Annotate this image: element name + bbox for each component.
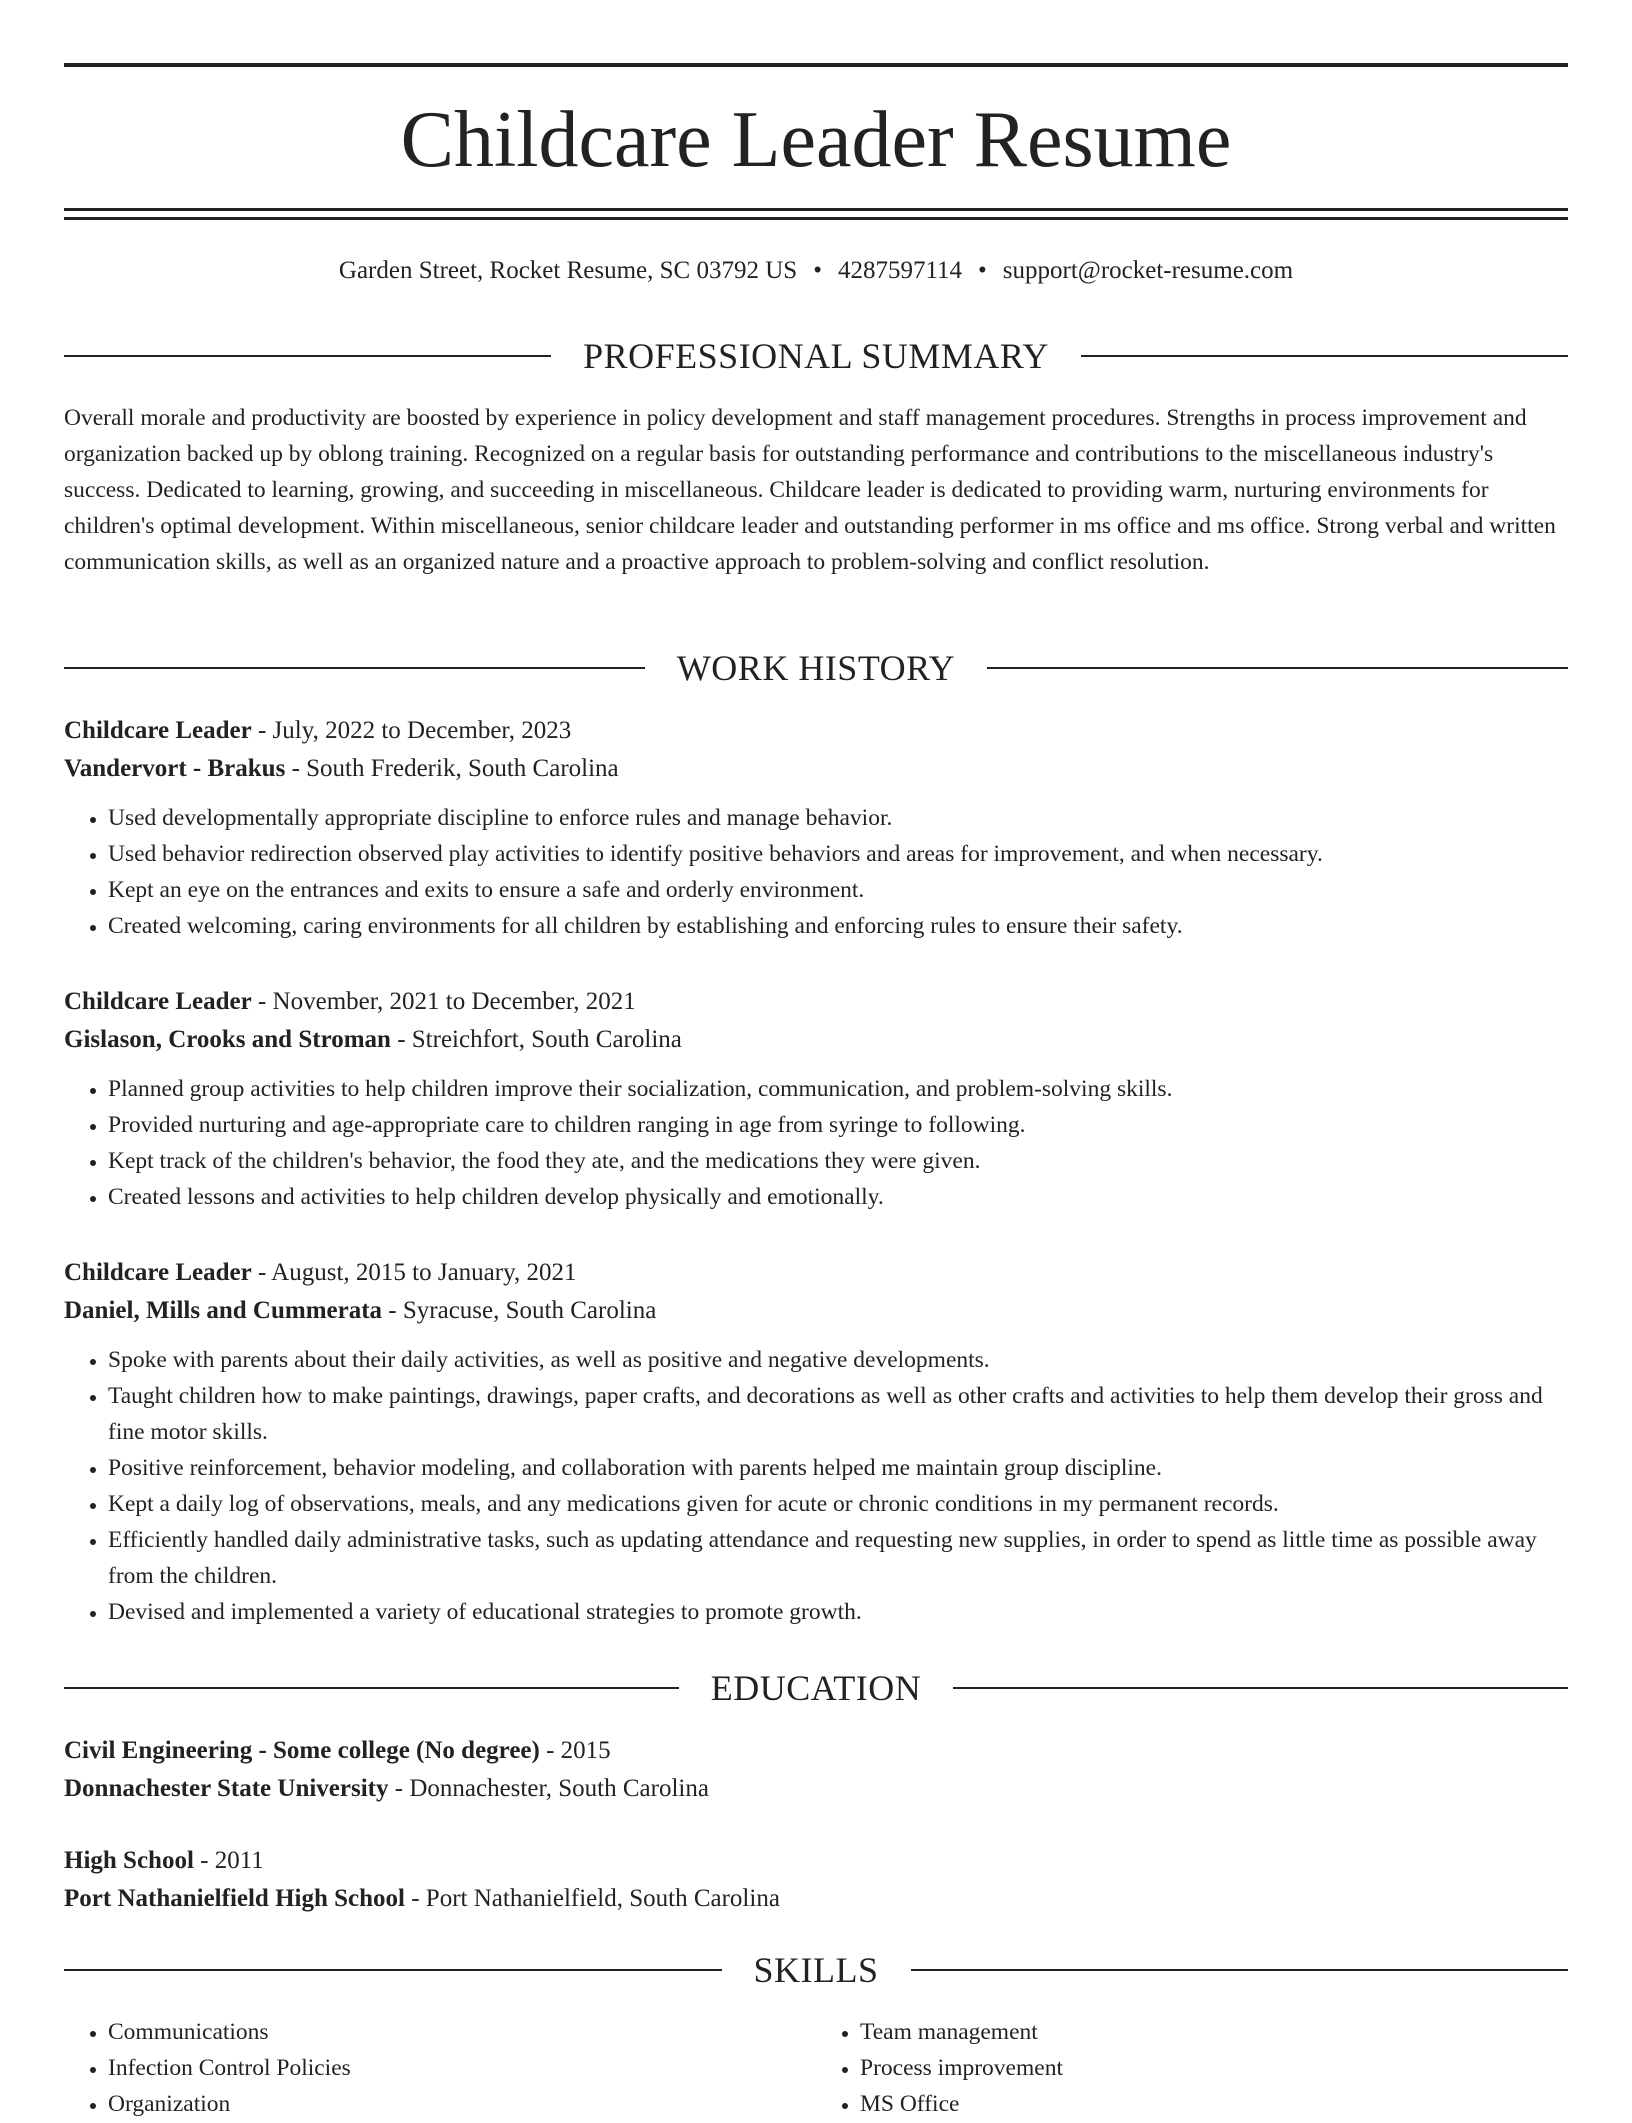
education-school-line: [64, 1880, 1568, 1918]
skills-column-right: [816, 2014, 1568, 2122]
skills-list: [64, 2014, 1568, 2122]
skill-item: • Team management: [860, 2014, 1568, 2050]
job-company-line: [64, 750, 1568, 788]
job-title: Childcare Leader: [64, 988, 252, 1015]
summary-heading: [64, 334, 1568, 378]
job-bullet: • Efficiently handled daily administrative tasks, such as updating attendance and requesting new supplies, in order to spend as little time as possible away from the children.: [108, 1522, 1568, 1594]
contact-email[interactable]: support@rocket-resume.com: [1002, 257, 1294, 284]
skill-item: • Process improvement: [860, 2050, 1568, 2086]
education-year: - 2011: [193, 1847, 264, 1874]
job-entry: [64, 712, 1568, 944]
job-bullet: • Used developmentally appropriate discipline to enforce rules and manage behavior.: [108, 800, 1568, 836]
work-history-heading-label: WORK HISTORY: [676, 648, 956, 688]
education-location: - Port Nathanielfield, South Carolina: [404, 1885, 780, 1912]
heading-rule-right: [1081, 355, 1568, 357]
title-double-rule: [64, 208, 1568, 220]
education-school-line: [64, 1770, 1568, 1808]
education-location: - Donnachester, South Carolina: [388, 1775, 709, 1802]
job-bullet: • Created welcoming, caring environments for all children by establishing and enforcing rules to ensure their safety.: [108, 908, 1568, 944]
job-bullets: [64, 1342, 1568, 1630]
job-entry: [64, 1254, 1568, 1630]
job-bullet: • Kept a daily log of observations, meals, and any medications given for acute or chronic conditions in my permanent records.: [108, 1486, 1568, 1522]
job-bullet: • Kept an eye on the entrances and exits to ensure a safe and orderly environment.: [108, 872, 1568, 908]
job-company-line: [64, 1292, 1568, 1330]
job-bullet: • Positive reinforcement, behavior modeling, and collaboration with parents helped me maintain group discipline.: [108, 1450, 1568, 1486]
skill-item: • Infection Control Policies: [108, 2050, 816, 2086]
education-degree: High School: [64, 1847, 194, 1874]
heading-rule-left: [64, 1969, 722, 1971]
heading-rule-left: [64, 1687, 679, 1689]
job-location: - Streichfort, South Carolina: [390, 1026, 682, 1053]
job-bullet: • Taught children how to make paintings, drawings, paper crafts, and decorations as well as other crafts and activities to help them develop their gross and fine motor skills.: [108, 1378, 1568, 1450]
heading-rule-left: [64, 667, 645, 669]
education-school: Donnachester State University: [64, 1775, 389, 1802]
education-school: Port Nathanielfield High School: [64, 1885, 405, 1912]
skills-column-left: [64, 2014, 816, 2122]
job-bullet: • Provided nurturing and age-appropriate care to children ranging in age from syringe to following.: [108, 1107, 1568, 1143]
education-entry: [64, 1732, 1568, 1808]
job-title-line: [64, 1254, 1568, 1292]
summary-heading-label: PROFESSIONAL SUMMARY: [583, 336, 1049, 376]
contact-separator: •: [978, 257, 987, 284]
education-heading-label: EDUCATION: [710, 1668, 922, 1708]
job-company-line: [64, 1021, 1568, 1059]
resume-title: Childcare Leader Resume: [400, 96, 1232, 184]
job-dates: - July, 2022 to December, 2023: [251, 717, 572, 744]
job-title: Childcare Leader: [64, 717, 252, 744]
work-history-heading: [64, 646, 1568, 690]
job-title-line: [64, 983, 1568, 1021]
skill-item: • Communications: [108, 2014, 816, 2050]
skills-heading: [64, 1948, 1568, 1992]
job-title: Childcare Leader: [64, 1259, 252, 1286]
job-company: Vandervort - Brakus: [64, 755, 286, 782]
job-bullet: • Planned group activities to help children improve their socialization, communication, and problem-solving skills.: [108, 1071, 1568, 1107]
contact-address: Garden Street, Rocket Resume, SC 03792 US: [338, 257, 798, 284]
job-dates: - August, 2015 to January, 2021: [251, 1259, 577, 1286]
job-bullet: • Devised and implemented a variety of educational strategies to promote growth.: [108, 1594, 1568, 1630]
education-entry: [64, 1842, 1568, 1918]
job-bullet: • Used behavior redirection observed play activities to identify positive behaviors and areas for improvement, and when necessary.: [108, 836, 1568, 872]
job-bullet: • Created lessons and activities to help children develop physically and emotionally.: [108, 1179, 1568, 1215]
job-dates: - November, 2021 to December, 2021: [251, 988, 636, 1015]
job-bullets: [64, 1071, 1568, 1215]
contact-separator: •: [813, 257, 822, 284]
job-bullet: • Spoke with parents about their daily activities, as well as positive and negative developments.: [108, 1342, 1568, 1378]
skills-heading-label: SKILLS: [753, 1950, 879, 1990]
contact-phone: 4287597114: [837, 257, 963, 284]
skill-item: • Organization: [108, 2086, 816, 2122]
job-company: Daniel, Mills and Cummerata: [64, 1297, 383, 1324]
education-year: - 2015: [539, 1737, 611, 1764]
heading-rule-left: [64, 355, 551, 357]
education-heading: [64, 1666, 1568, 1710]
job-title-line: [64, 712, 1568, 750]
job-bullets: [64, 800, 1568, 944]
job-location: - Syracuse, South Carolina: [382, 1297, 657, 1324]
education-degree-line: [64, 1842, 1568, 1880]
job-entry: [64, 983, 1568, 1215]
heading-rule-right: [987, 667, 1568, 669]
skill-item: • MS Office: [860, 2086, 1568, 2122]
job-bullet: • Kept track of the children's behavior, the food they ate, and the medications they were given.: [108, 1143, 1568, 1179]
education-degree-line: [64, 1732, 1568, 1770]
heading-rule-right: [911, 1969, 1569, 1971]
job-company: Gislason, Crooks and Stroman: [64, 1026, 391, 1053]
top-rule: [64, 63, 1568, 67]
heading-rule-right: [953, 1687, 1568, 1689]
education-degree: Civil Engineering - Some college (No degree): [64, 1737, 540, 1764]
contact-line: [64, 254, 1568, 288]
summary-text: Overall morale and productivity are boosted by experience in policy development and staff management procedures. Strengths in process improvement and organization backed up by oblong training. Recognized on a regular basis for outstanding performance and contributions to the miscellaneous industry's success. Dedicated to learning, growing, and succeeding in miscellaneous. Childcare leader is dedicated to providing warm, nurturing environments for children's optimal development. Within miscellaneous, senior childcare leader and outstanding performer in ms office and ms office. Strong verbal and written communication skills, as well as an organized nature and a proactive approach to problem-solving and conflict resolution.: [64, 405, 1556, 575]
job-location: - South Frederik, South Carolina: [285, 755, 619, 782]
